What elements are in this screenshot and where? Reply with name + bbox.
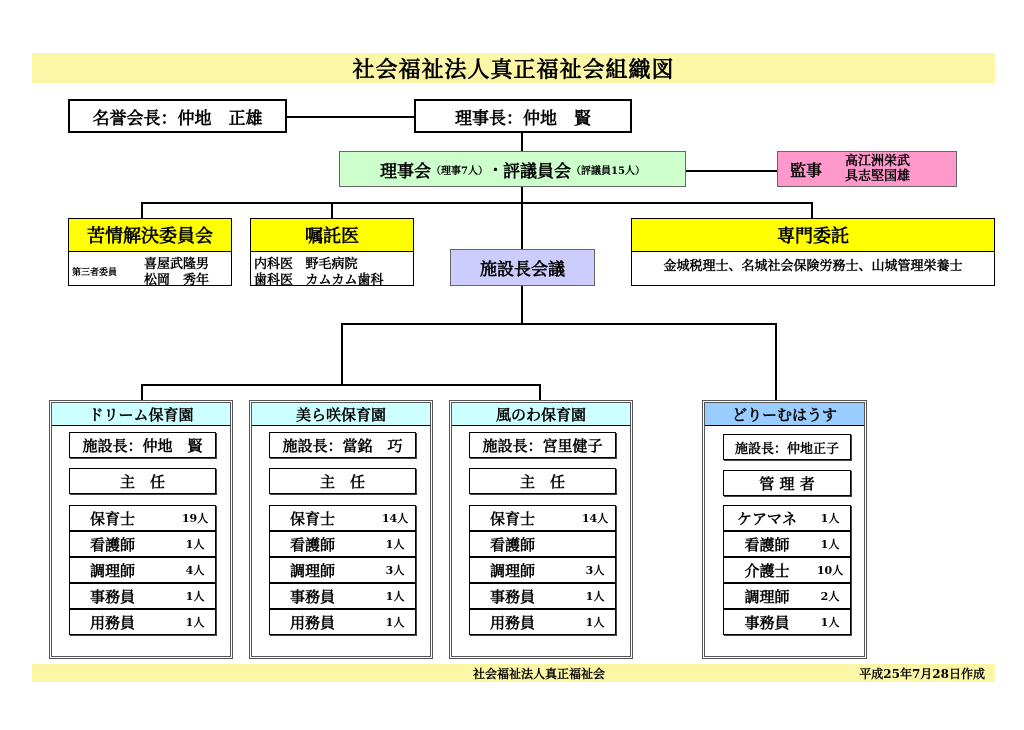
connector-line — [141, 202, 143, 218]
connector-line — [341, 323, 777, 325]
connector-line — [686, 170, 778, 172]
facility-director: 施設長：宮里健子 — [469, 432, 616, 458]
auditor-name: 具志堅国雄 — [845, 169, 911, 184]
staff-count: 1人 — [585, 616, 605, 629]
staff-count: 3人 — [585, 564, 605, 577]
staff-role: 保育士 — [290, 509, 336, 528]
facility-chief: 主 任 — [469, 468, 616, 494]
facility-chief: 主 任 — [69, 468, 216, 494]
staff-role: 調理師 — [290, 561, 336, 580]
connector-line — [521, 131, 523, 151]
staff-role: 調理師 — [744, 587, 790, 606]
staff-count: 1人 — [385, 616, 405, 629]
staff-row — [723, 609, 851, 635]
committee-member: 喜屋武隆男 — [144, 257, 210, 272]
auditor-name: 高江洲栄武 — [845, 154, 911, 169]
facility-chief: 管 理 者 — [723, 470, 851, 496]
staff-row — [269, 557, 416, 583]
board-dot: ・ — [488, 160, 504, 179]
staff-row — [469, 505, 616, 531]
connector-line — [141, 384, 541, 386]
staff-role: 用務員 — [90, 613, 136, 632]
staff-count: 1人 — [385, 538, 405, 551]
staff-row — [723, 531, 851, 557]
complaint-committee — [68, 218, 232, 286]
footer-org: 社会福祉法人真正福祉会 — [473, 667, 606, 681]
staff-role: 看護師 — [90, 535, 136, 554]
directors-meeting: 施設長会議 — [450, 249, 595, 286]
connector-line — [141, 202, 813, 204]
staff-role: 介護士 — [744, 561, 790, 580]
staff-row — [69, 505, 216, 531]
facility-name: 風のわ保育園 — [452, 403, 630, 426]
council-members: （評議員15人） — [571, 165, 645, 177]
consulting-doctor — [250, 218, 414, 286]
specialist-contracts — [631, 218, 995, 286]
staff-role: 調理師 — [90, 561, 136, 580]
staff-count: 4人 — [185, 564, 205, 577]
connector-line — [811, 202, 813, 218]
council-label: 評議員会 — [503, 161, 572, 182]
board-box — [339, 151, 686, 187]
staff-row — [269, 583, 416, 609]
board-label: 理事会 — [380, 161, 432, 182]
staff-role: 用務員 — [490, 613, 536, 632]
specialists-list: 金城税理士、名城社会保険労務士、山城管理栄養士 — [663, 259, 963, 274]
staff-row — [69, 583, 216, 609]
staff-count: 1人 — [185, 616, 205, 629]
staff-role: 看護師 — [290, 535, 336, 554]
staff-count: 1人 — [820, 512, 840, 525]
staff-role: 事務員 — [490, 587, 536, 606]
connector-line — [141, 384, 143, 400]
staff-role: 事務員 — [90, 587, 136, 606]
staff-row — [469, 531, 616, 557]
staff-row — [69, 557, 216, 583]
doctor-title: 嘱託医 — [251, 219, 413, 252]
staff-row — [723, 557, 851, 583]
staff-role: 看護師 — [490, 535, 536, 554]
staff-count: 14人 — [581, 512, 609, 525]
staff-count: 19人 — [181, 512, 209, 525]
facility-chief: 主 任 — [269, 468, 416, 494]
doctor-name: カムカム歯科 — [305, 273, 384, 288]
staff-count: 1人 — [820, 616, 840, 629]
staff-row — [269, 505, 416, 531]
facility-name: どりーむはうす — [705, 403, 864, 426]
staff-role: ケアマネ — [736, 509, 797, 528]
facility-director: 施設長：仲地 賢 — [69, 432, 216, 458]
doctor-role: 歯科医 — [254, 273, 294, 288]
staff-role: 事務員 — [744, 613, 790, 632]
connector-line — [341, 323, 343, 385]
staff-count: 3人 — [385, 564, 405, 577]
auditor-label: 監事 — [790, 160, 823, 180]
staff-count: 1人 — [185, 538, 205, 551]
facility-name: ドリーム保育園 — [52, 403, 230, 426]
doctor-name: 野毛病院 — [305, 257, 358, 272]
third-party-label: 第三者委員 — [72, 268, 118, 278]
staff-count: 10人 — [816, 564, 844, 577]
staff-row — [723, 583, 851, 609]
chairman-box: 理事長：仲地 賢 — [414, 99, 632, 133]
staff-role: 事務員 — [290, 587, 336, 606]
staff-role: 保育士 — [90, 509, 136, 528]
staff-row — [69, 531, 216, 557]
board-directors: （理事7人） — [431, 165, 489, 177]
staff-row — [469, 609, 616, 635]
specialists-title: 専門委託 — [632, 219, 994, 252]
staff-role: 用務員 — [290, 613, 336, 632]
staff-row — [269, 609, 416, 635]
doctor-role: 内科医 — [254, 257, 294, 272]
staff-row — [723, 505, 851, 531]
staff-row — [469, 557, 616, 583]
staff-count: 2人 — [820, 590, 840, 603]
connector-line — [539, 384, 541, 400]
auditor-box — [777, 151, 957, 187]
doctor-row — [254, 269, 384, 288]
staff-count: 1人 — [185, 590, 205, 603]
staff-row — [269, 531, 416, 557]
connector-line — [331, 202, 333, 218]
staff-count: 1人 — [820, 538, 840, 551]
page-title: 社会福祉法人真正福祉会組織図 — [32, 53, 995, 83]
connector-line — [775, 323, 777, 400]
complaint-title: 苦情解決委員会 — [69, 219, 231, 252]
staff-row — [69, 609, 216, 635]
staff-count: 1人 — [585, 590, 605, 603]
staff-count: 1人 — [385, 590, 405, 603]
committee-member: 松岡 秀年 — [144, 273, 210, 288]
staff-count: 14人 — [381, 512, 409, 525]
facility-director: 施設長：當銘 巧 — [269, 432, 416, 458]
staff-role: 保育士 — [490, 509, 536, 528]
facility-name: 美ら咲保育園 — [252, 403, 430, 426]
footer — [32, 664, 995, 682]
facility-churasaki-nursery — [249, 400, 433, 659]
connector-line — [287, 116, 415, 118]
honorary-chairman-box: 名誉会長：仲地 正雄 — [68, 99, 287, 133]
footer-date: 平成25年7月28日作成 — [859, 667, 985, 681]
staff-role: 看護師 — [744, 535, 790, 554]
facility-kazenowa-nursery — [449, 400, 633, 659]
facility-director: 施設長：仲地正子 — [723, 434, 851, 460]
staff-row — [469, 583, 616, 609]
staff-role: 調理師 — [490, 561, 536, 580]
facility-dream-house — [702, 400, 867, 659]
facility-dream-nursery — [49, 400, 233, 659]
